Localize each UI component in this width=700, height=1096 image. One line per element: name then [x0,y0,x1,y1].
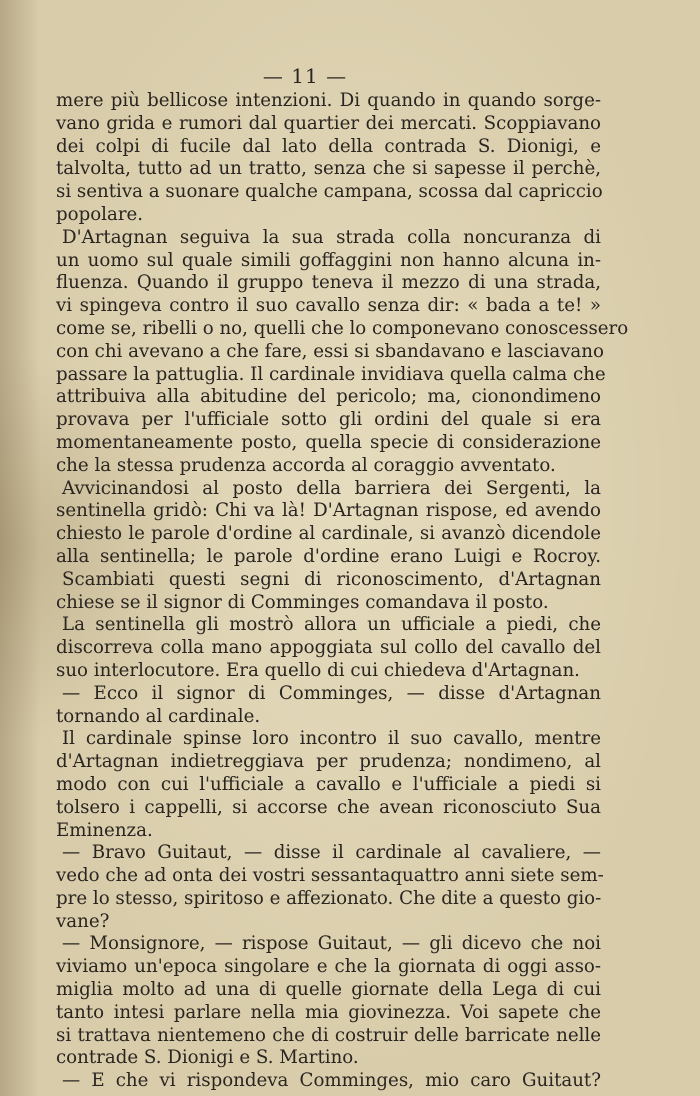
text-line: provava per l'ufficiale sotto gli ordini del quale si era [56,409,601,431]
text-line: Eminenza. [56,819,153,841]
text-line: attribuiva alla abitudine del pericolo; ma, cionondimeno [56,386,601,408]
text-line: che la stessa prudenza accorda al coraggio avventato. [56,454,556,476]
text-line: d'Artagnan indietreggiava per prudenza; nondimeno, al [56,751,601,773]
text-line: discorreva colla mano appoggiata sul collo del cavallo del [56,637,601,659]
text-line: D'Artagnan seguiva la sua strada colla noncuranza di [62,226,601,248]
text-line: si sentiva a suonare qualche campana, scossa dal capriccio [56,181,603,203]
text-line: un uomo sul quale simili goffaggini non hanno alcuna in- [56,249,601,271]
text-line: fluenza. Quando il gruppo teneva il mezzo di una strada, [56,272,601,294]
text-line: modo con cui l'ufficiale a cavallo e l'ufficiale a piedi si [56,773,601,795]
text-line: vi spingeva contro il suo cavallo senza dir: « bada a te! » [56,295,601,317]
text-line: sentinella gridò: Chi va là! D'Artagnan rispose, ed avendo [56,500,601,522]
text-line: tornando al cardinale. [56,705,261,727]
text-line: chiese se il signor di Comminges comandava il posto. [56,591,549,613]
text-line: si trattava nientemeno che di costruir delle barricate nelle [56,1024,601,1046]
body-text [56,90,629,1093]
text-line: Il cardinale spinse loro incontro il suo cavallo, mentre [62,728,601,750]
text-line: talvolta, tutto ad un tratto, senza che si sapesse il perchè, [56,158,601,180]
text-line: — Ecco il signor di Comminges, — disse d'Artagnan [62,682,601,704]
text-line: passare la pattuglia. Il cardinale invidiava quella calma che [56,363,606,385]
text-line: — Monsignore, — rispose Guitaut, — gli dicevo che noi [62,933,601,955]
text-line: popolare. [56,203,144,225]
text-line: Avvicinandosi al posto della barriera dei Sergenti, la [62,477,601,499]
page-edge-shadow [0,0,40,1096]
text-line: momentaneamente posto, quella specie di considerazione [56,431,601,453]
text-line: tolsero i cappelli, si accorse che avean riconosciuto Sua [56,796,601,818]
text-line: suo interlocutore. Era quello di cui chiedeva d'Artagnan. [56,659,580,681]
text-line: — E che vi rispondeva Comminges, mio caro Guitaut? [62,1070,601,1092]
text-line: viviamo un'epoca singolare e che la giornata di oggi asso- [56,956,601,978]
text-line: come se, ribelli o no, quelli che lo componevano conoscessero [56,317,629,339]
text-line: con chi avevano a che fare, essi si sbandavano e lasciavano [56,340,604,362]
text-line: vano grida e rumori dal quartier dei mercati. Scoppiavano [56,112,601,134]
page-number: — 11 — [262,64,348,88]
text-line: pre lo stesso, spiritoso e affezionato. Che dite a questo gio- [56,887,602,909]
text-line: alla sentinella; le parole d'ordine erano Luigi e Rocroy. [56,545,601,567]
text-line: miglia molto ad una di quelle giornate della Lega di cui [56,979,601,1001]
text-line: Scambiati questi segni di riconoscimento, d'Artagnan [62,568,601,590]
text-line: dei colpi di fucile dal lato della contrada S. Dionigi, e [56,135,601,157]
text-line: contrade S. Dionigi e S. Martino. [56,1047,359,1069]
text-line: chiesto le parole d'ordine al cardinale, si avanzò dicendole [56,523,601,545]
text-line: — Bravo Guitaut, — disse il cardinale al cavaliere, — [62,842,601,864]
text-line: La sentinella gli mostrò allora un ufficiale a piedi, che [62,614,601,636]
text-line: tanto intesi parlare nella mia giovinezza. Voi sapete che [56,1001,601,1023]
text-line: vedo che ad onta dei vostri sessantaquattro anni siete sem- [56,865,604,887]
text-line: vane? [56,910,110,932]
text-line: mere più bellicose intenzioni. Di quando in quando sorge- [56,90,601,111]
